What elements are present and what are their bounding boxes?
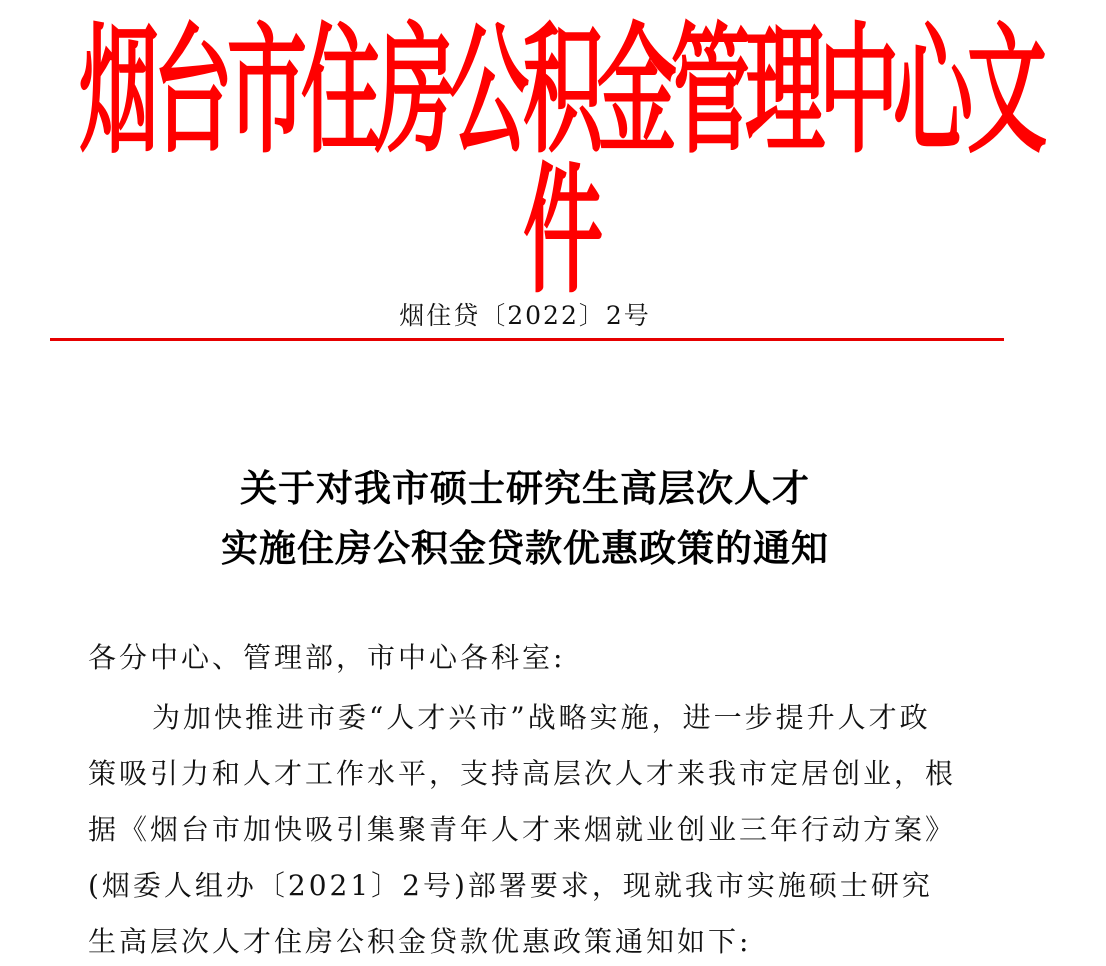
body-line: 生高层次人才住房公积金贷款优惠政策通知如下: — [88, 925, 752, 958]
notice-title-line-1: 关于对我市硕士研究生高层次人才 — [240, 466, 810, 510]
body-line: 为加快推进市委“人才兴市”战略实施，进一步提升人才政 — [152, 701, 931, 734]
salutation: 各分中心、管理部，市中心各科室: — [88, 641, 566, 674]
body-line: (烟委人组办〔2021〕2号)部署要求，现就我市实施硕士研究 — [88, 869, 933, 902]
notice-title-line-2: 实施住房公积金贷款优惠政策的通知 — [221, 526, 829, 570]
masthead-title: 烟台市住房公积金管理中心文件 — [79, 9, 1041, 313]
document-number: 烟住贷〔2022〕2号 — [399, 301, 651, 330]
body-line: 据《烟台市加快吸引集聚青年人才来烟就业创业三年行动方案》 — [88, 813, 957, 846]
body-line: 策吸引力和人才工作水平，支持高层次人才来我市定居创业，根 — [88, 757, 957, 790]
red-divider — [50, 338, 1004, 341]
